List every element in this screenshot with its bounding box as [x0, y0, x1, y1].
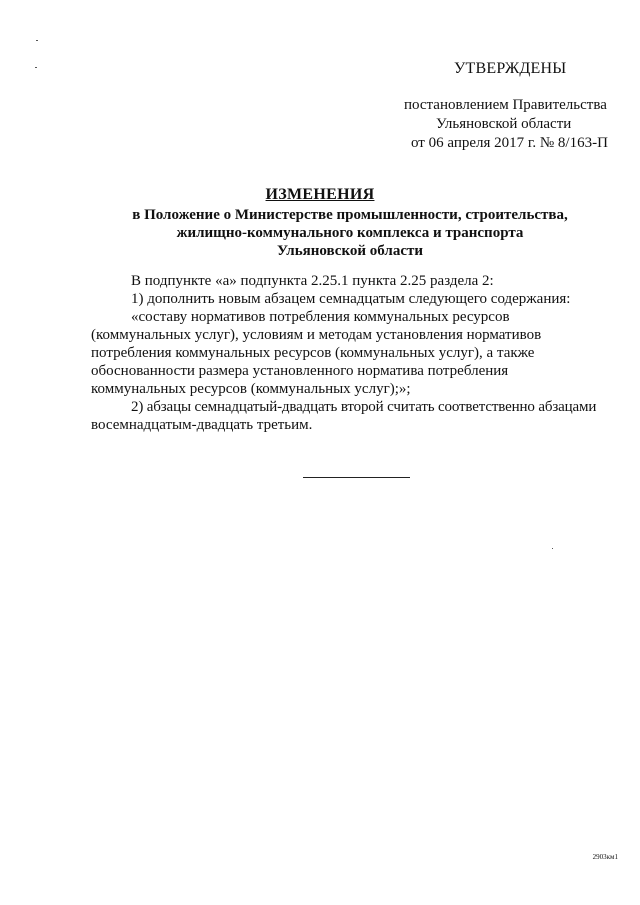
- quoted-text-line-2: (коммунальных услуг), условиям и методам установления нормативов: [91, 327, 542, 343]
- document-subtitle-line-3: Ульяновской области: [276, 243, 424, 259]
- approval-stamp-title: УТВЕРЖДЕНЫ: [454, 60, 567, 77]
- quoted-text-line-4: обоснованности размера установленного норматива потребления: [91, 363, 509, 379]
- document-body: [91, 272, 612, 434]
- document-subtitle-line-1: в Положение о Министерстве промышленности, строительства,: [132, 207, 568, 223]
- quoted-text-line-1: «составу нормативов потребления коммунальных ресурсов: [131, 309, 510, 325]
- quoted-text-line-3: потребления коммунальных ресурсов (коммунальных услуг), а также: [91, 345, 535, 361]
- paragraph-item-2-line-1: 2) абзацы семнадцатый-двадцать второй считать соответственно абзацами: [131, 399, 597, 415]
- footer-document-code: 2903км1: [592, 853, 618, 861]
- paragraph-item-2-line-2: восемнадцатым-двадцать третьим.: [91, 417, 313, 433]
- approval-line-1: постановлением Правительства: [404, 97, 607, 113]
- approval-line-2: Ульяновской области: [436, 116, 572, 132]
- approval-date-number: от 06 апреля 2017 г. № 8/163-П: [411, 135, 608, 151]
- paragraph-item-1: 1) дополнить новым абзацем семнадцатым следующего содержания:: [131, 291, 571, 307]
- document-title: ИЗМЕНЕНИЯ: [265, 186, 375, 203]
- paragraph-intro: В подпункте «а» подпункта 2.25.1 пункта 2.25 раздела 2:: [131, 273, 494, 289]
- quoted-text-line-5: коммунальных ресурсов (коммунальных услуг);»;: [91, 381, 411, 397]
- document-subtitle-line-2: жилищно-коммунального комплекса и транспорта: [176, 225, 524, 241]
- closing-separator-line: [303, 477, 410, 478]
